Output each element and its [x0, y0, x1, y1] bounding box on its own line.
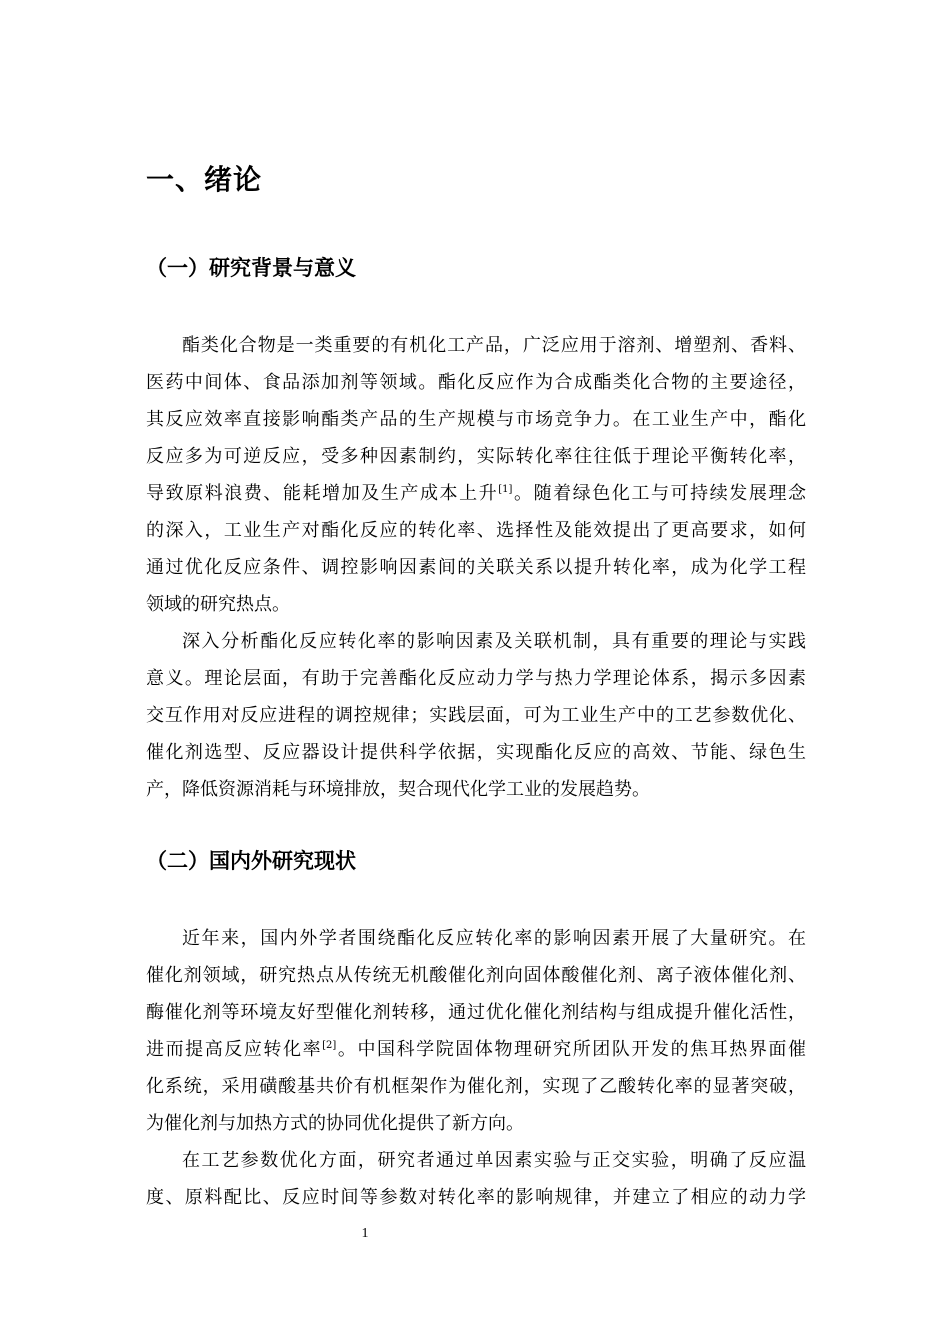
paragraph-line: 酶催化剂等环境友好型催化剂转移，通过优化催化剂结构与组成提升催化活性，	[146, 1002, 806, 1023]
paragraph-line: 为催化剂与加热方式的协同优化提供了新方向。	[146, 1113, 524, 1134]
paragraph-line-with-citation	[146, 1040, 806, 1060]
paragraph-line: 通过优化反应条件、调控影响因素间的关联关系以提升转化率，成为化学工程	[146, 557, 806, 578]
paragraph-text: 进而提高反应转化率	[146, 1039, 323, 1060]
paragraph-line: 的深入，工业生产对酯化反应的转化率、选择性及能效提出了更高要求，如何	[146, 520, 806, 541]
paragraph-line: 产，降低资源消耗与环境排放，契合现代化学工业的发展趋势。	[146, 779, 650, 800]
paragraph-line: 化系统，采用磺酸基共价有机框架作为催化剂，实现了乙酸转化率的显著突破，	[146, 1076, 806, 1097]
section-title-background: （一）研究背景与意义	[146, 256, 356, 280]
paragraph-line: 催化剂选型、反应器设计提供科学依据，实现酯化反应的高效、节能、绿色生	[146, 742, 806, 763]
paragraph-line: 领域的研究热点。	[146, 594, 290, 615]
paragraph-line: 反应多为可逆反应，受多种因素制约，实际转化率往往低于理论平衡转化率，	[146, 446, 806, 467]
citation-ref: [1]	[498, 484, 513, 495]
paragraph-text: 导致原料浪费、能耗增加及生产成本上升	[146, 483, 499, 504]
paragraph-line: 催化剂领域，研究热点从传统无机酸催化剂向固体酸催化剂、离子液体催化剂、	[146, 965, 806, 986]
paragraph-line-with-citation	[146, 484, 806, 504]
page-number: 1	[361, 1226, 369, 1241]
paragraph-line: 意义。理论层面，有助于完善酯化反应动力学与热力学理论体系，揭示多因素	[146, 668, 806, 689]
paragraph-line: 在工艺参数优化方面，研究者通过单因素实验与正交实验，明确了反应温	[182, 1150, 806, 1171]
paragraph-text: 。中国科学院固体物理研究所团队开发的焦耳热界面催	[336, 1039, 807, 1060]
paragraph-line: 深入分析酯化反应转化率的影响因素及关联机制，具有重要的理论与实践	[182, 631, 806, 652]
paragraph-line: 交互作用对反应进程的调控规律；实践层面，可为工业生产中的工艺参数优化、	[146, 705, 806, 726]
paragraph-line: 近年来，国内外学者围绕酯化反应转化率的影响因素开展了大量研究。在	[182, 928, 806, 949]
citation-ref: [2]	[322, 1040, 337, 1051]
paragraph-line: 医药中间体、食品添加剂等领域。酯化反应作为合成酯类化合物的主要途径，	[146, 372, 806, 393]
chapter-heading: 一、绪论	[146, 163, 263, 196]
paragraph-text: 。随着绿色化工与可持续发展理念	[512, 483, 807, 504]
paragraph-line: 其反应效率直接影响酯类产品的生产规模与市场竞争力。在工业生产中，酯化	[146, 409, 806, 430]
paragraph-line: 酯类化合物是一类重要的有机化工产品，广泛应用于溶剂、增塑剂、香料、	[182, 335, 806, 356]
paragraph-line: 度、原料配比、反应时间等参数对转化率的影响规律，并建立了相应的动力学	[146, 1187, 806, 1208]
section-title-status: （二）国内外研究现状	[146, 849, 356, 873]
